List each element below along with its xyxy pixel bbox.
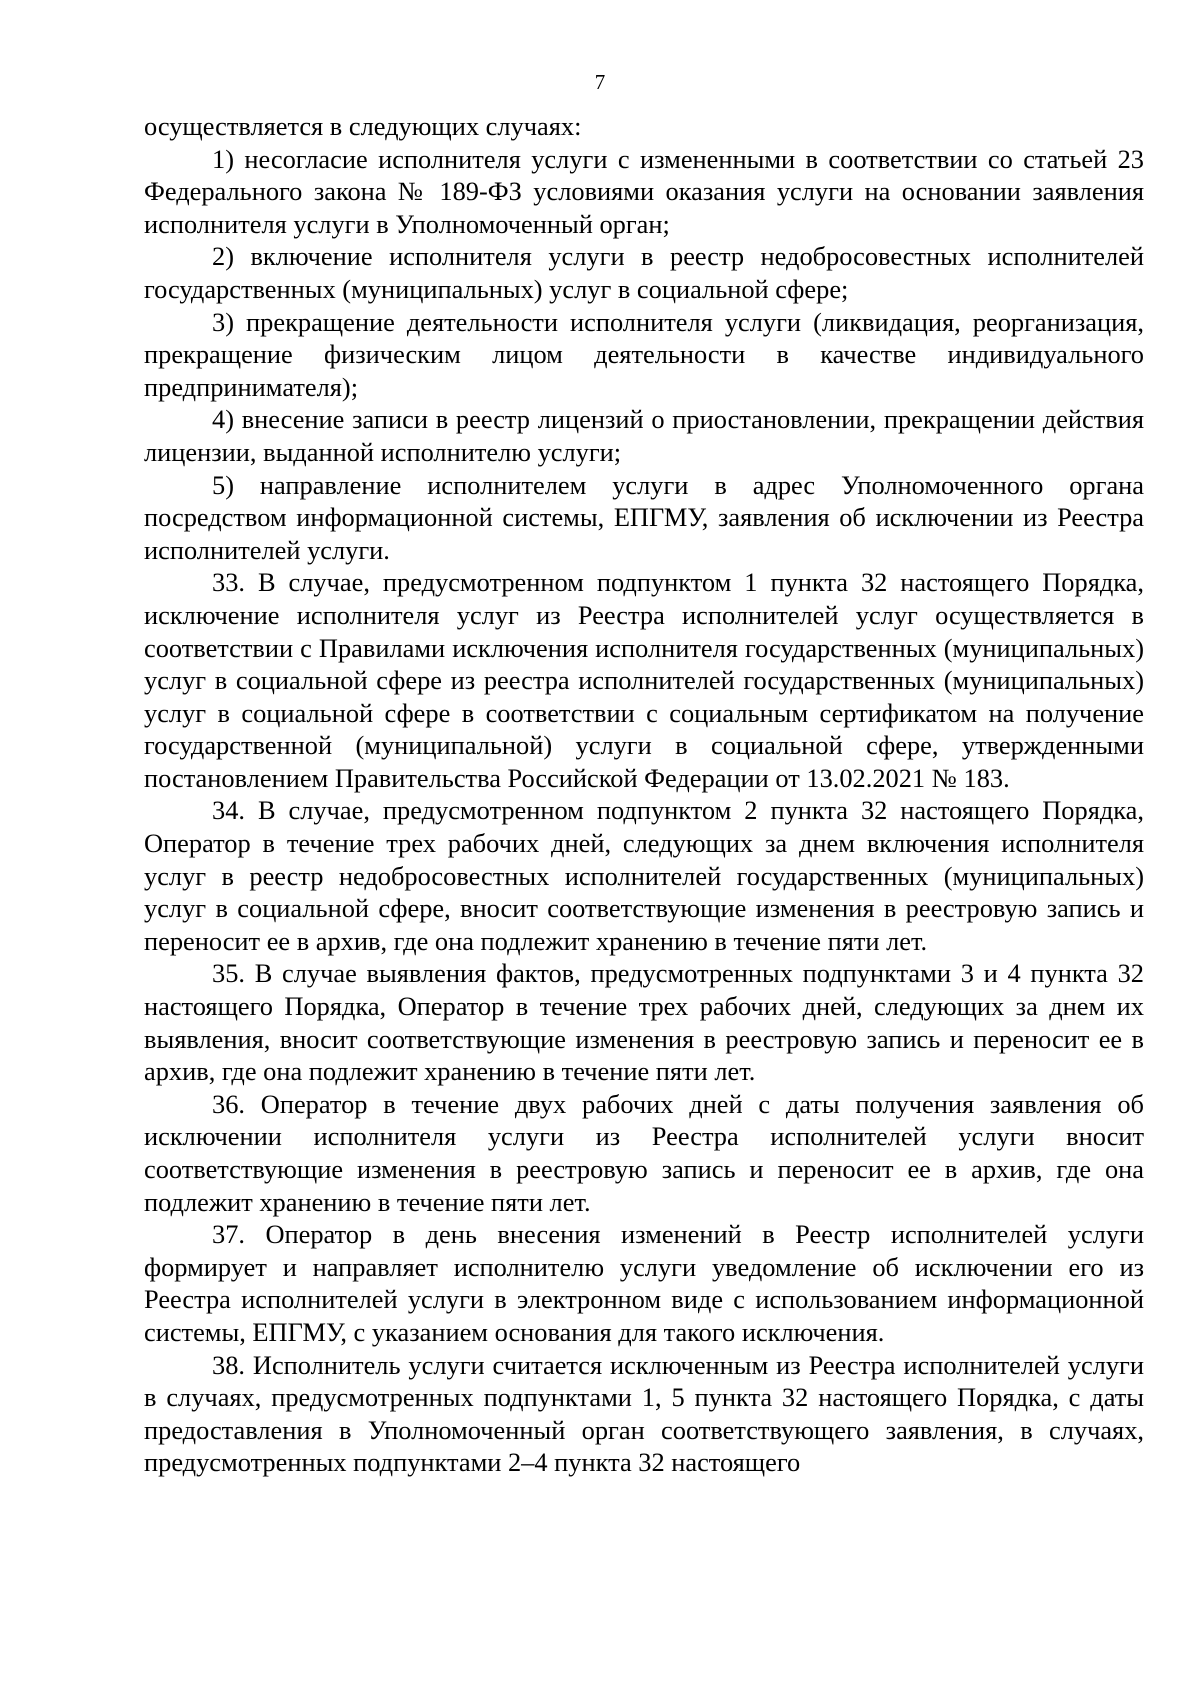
paragraph-subitem-4: 4) внесение записи в реестр лицензий о приостановлении, прекращении действия лицензии, выданной исполнителю услуги; <box>144 404 1144 467</box>
paragraph-clause-36: 36. Оператор в течение двух рабочих дней с даты получения заявления об исключении исполнителя услуги из Реестра исполнителей услуги вносит соответствующие изменения в реестровую запись и переносит ее в архив, где она подлежит хранению в течение пяти лет. <box>144 1088 1144 1217</box>
paragraph-clause-38: 38. Исполнитель услуги считается исключенным из Реестра исполнителей услуги в случаях, предусмотренных подпунктами 1, 5 пункта 32 настоящего Порядка, с даты предоставления в Уполномоченный орган соответствующего заявления, в случаях, предусмотренных подпунктами 2–4 пункта 32 настоящего <box>144 1349 1144 1478</box>
paragraph-clause-35: 35. В случае выявления фактов, предусмотренных подпунктами 3 и 4 пункта 32 настоящего Порядка, Оператор в течение трех рабочих дней, следующих за днем их выявления, вносит соответствующие изменения в реестровую запись и переносит ее в архив, где она подлежит хранению в течение пяти лет. <box>144 958 1144 1087</box>
paragraph-clause-34: 34. В случае, предусмотренном подпунктом 2 пункта 32 настоящего Порядка, Оператор в течение трех рабочих дней, следующих за днем включения исполнителя услуг в реестр недобросовестных исполнителей государственных (муниципальных) услуг в социальной сфере, вносит соответствующие изменения в реестровую запись и переносит ее в архив, где она подлежит хранению в течение пяти лет. <box>144 795 1144 956</box>
paragraph-subitem-1: 1) несогласие исполнителя услуги с измененными в соответствии со статьей 23 Федерального закона № 189-ФЗ условиями оказания услуги на основании заявления исполнителя услуги в Уполномоченный орган; <box>144 143 1144 239</box>
document-body <box>144 110 1144 1479</box>
paragraph-clause-37: 37. Оператор в день внесения изменений в Реестр исполнителей услуги формирует и направляет исполнителю услуги уведомление об исключении его из Реестра исполнителей услуги в электронном виде с использованием информационной системы, ЕПГМУ, с указанием основания для такого исключения. <box>144 1219 1144 1347</box>
paragraph-clause-33: 33. В случае, предусмотренном подпунктом 1 пункта 32 настоящего Порядка, исключение исполнителя услуг из Реестра исполнителей услуг осуществляется в соответствии с Правилами исключения исполнителя государственных (муниципальных) услуг в социальной сфере из реестра исполнителей государственных (муниципальных) услуг в социальной сфере в соответствии с социальным сертификатом на получение государственной (муниципальной) услуги в социальной сфере, утвержденными постановлением Правительства Российской Федерации от 13.02.2021 № 183. <box>144 567 1144 793</box>
paragraph-subitem-5: 5) направление исполнителем услуги в адрес Уполномоченного органа посредством информационной системы, ЕПГМУ, заявления об исключении из Реестра исполнителей услуги. <box>144 469 1144 565</box>
paragraph-subitem-2: 2) включение исполнителя услуги в реестр недобросовестных исполнителей государственных (муниципальных) услуг в социальной сфере; <box>144 241 1144 304</box>
paragraph-subitem-3: 3) прекращение деятельности исполнителя услуги (ликвидация, реорганизация, прекращение физическим лицом деятельности в качестве индивидуального предпринимателя); <box>144 306 1144 402</box>
paragraph-intro: осуществляется в следующих случаях: <box>144 111 582 141</box>
page-number: 7 <box>594 70 606 94</box>
